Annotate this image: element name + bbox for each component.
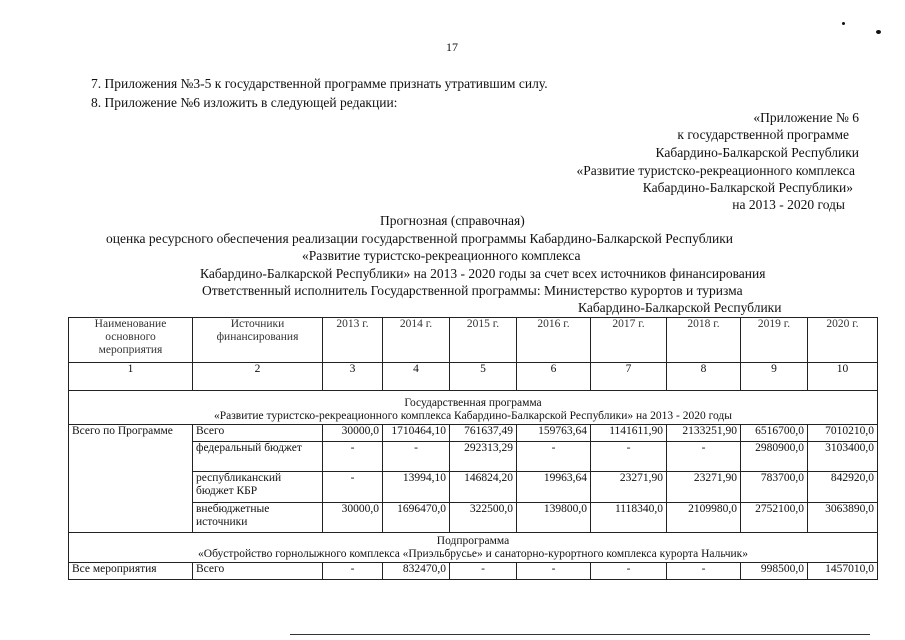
value-cell: 998500,0 [741, 563, 808, 580]
value-cell: 2752100,0 [741, 503, 808, 533]
column-number: 2 [193, 363, 323, 391]
value-cell: 159763,64 [517, 425, 591, 442]
value-cell: 7010210,0 [808, 425, 878, 442]
value-cell: 1710464,10 [383, 425, 450, 442]
annex-line: на 2013 - 2020 годы [732, 197, 845, 212]
value-cell: 13994,10 [383, 472, 450, 503]
title-line: Прогнозная (справочная) [380, 213, 525, 228]
header-row [69, 318, 878, 363]
value-cell: 6516700,0 [741, 425, 808, 442]
value-cell: 1457010,0 [808, 563, 878, 580]
header-cell: 2016 г. [517, 318, 591, 363]
value-cell: 1118340,0 [591, 503, 667, 533]
section-title [69, 533, 878, 563]
value-cell: 1696470,0 [383, 503, 450, 533]
value-cell: - [591, 442, 667, 472]
value-cell: 23271,90 [591, 472, 667, 503]
value-cell: 322500,0 [450, 503, 517, 533]
header-cell: 2019 г. [741, 318, 808, 363]
column-number: 3 [323, 363, 383, 391]
value-cell: - [517, 563, 591, 580]
annex-line: Кабардино-Балкарской Республики» [642, 180, 853, 195]
column-number: 5 [450, 363, 517, 391]
value-cell: 842920,0 [808, 472, 878, 503]
resource-table [68, 317, 878, 580]
annex-line: «Развитие туристско-рекреационного комплекса [576, 163, 855, 178]
section-title [69, 391, 878, 425]
value-cell: 832470,0 [383, 563, 450, 580]
section-header-row [69, 391, 878, 425]
value-cell: 30000,0 [323, 503, 383, 533]
value-cell: - [667, 442, 741, 472]
column-number: 6 [517, 363, 591, 391]
value-cell: 23271,90 [667, 472, 741, 503]
value-cell: 30000,0 [323, 425, 383, 442]
section-title-line1: Подпрограмма [436, 535, 510, 547]
value-cell: - [591, 563, 667, 580]
header-cell: 2014 г. [383, 318, 450, 363]
header-cell: Источники финансирования [193, 318, 323, 363]
value-cell: 761637,49 [450, 425, 517, 442]
activity-name: Всего по Программе [69, 425, 193, 533]
annex-line: Кабардино-Балкарской Республики [655, 145, 859, 160]
value-cell: 3063890,0 [808, 503, 878, 533]
scan-speck [842, 22, 845, 25]
value-cell: 2980900,0 [741, 442, 808, 472]
funding-source: Всего [193, 563, 323, 580]
value-cell: - [517, 442, 591, 472]
column-number: 4 [383, 363, 450, 391]
paragraph-7: 7. Приложения №3-5 к государственной программе признать утратившим силу. [91, 76, 548, 91]
scan-speck [876, 30, 881, 34]
annex-line: к государственной программе [677, 127, 849, 142]
header-cell: 2017 г. [591, 318, 667, 363]
activity-name: Все мероприятия [69, 563, 193, 580]
value-cell: - [450, 563, 517, 580]
header-cell: 2015 г. [450, 318, 517, 363]
value-cell: - [323, 563, 383, 580]
funding-source: федеральный бюджет [193, 442, 323, 472]
table-row [69, 425, 878, 442]
value-cell: - [667, 563, 741, 580]
scan-edge-line [290, 634, 870, 635]
header-cell: 2018 г. [667, 318, 741, 363]
column-number: 8 [667, 363, 741, 391]
header-cell: 2013 г. [323, 318, 383, 363]
column-number: 1 [69, 363, 193, 391]
title-line: оценка ресурсного обеспечения реализации государственной программы Кабардино-Балкарской Республики [106, 231, 733, 246]
value-cell: 2133251,90 [667, 425, 741, 442]
title-line: «Развитие туристско-рекреационного комплекса [302, 248, 581, 263]
funding-source: республиканский бюджет КБР [193, 472, 323, 503]
funding-source: внебюджетные источники [193, 503, 323, 533]
table-row [69, 563, 878, 580]
value-cell: - [323, 472, 383, 503]
column-number: 7 [591, 363, 667, 391]
title-line: Ответственный исполнитель Государственной программы: Министерство курортов и туризма [202, 283, 743, 298]
value-cell: 146824,20 [450, 472, 517, 503]
value-cell: 2109980,0 [667, 503, 741, 533]
column-number: 9 [741, 363, 808, 391]
section-title-line2: «Обустройство горнолыжного комплекса «Приэльбрусье» и санаторно-курортного комплекса курорта Нальчик» [198, 548, 748, 560]
header-cell: 2020 г. [808, 318, 878, 363]
value-cell: 1141611,90 [591, 425, 667, 442]
title-line: Кабардино-Балкарской Республики [578, 300, 782, 315]
section-header-row [69, 533, 878, 563]
column-number-row [69, 363, 878, 391]
value-cell: - [323, 442, 383, 472]
value-cell: 292313,29 [450, 442, 517, 472]
value-cell: 19963,64 [517, 472, 591, 503]
section-title-line2: «Развитие туристско-рекреационного комплекса Кабардино-Балкарской Республики» на 2013 - 2020 годы [213, 410, 733, 422]
value-cell: - [383, 442, 450, 472]
value-cell: 3103400,0 [808, 442, 878, 472]
section-title-line1: Государственная программа [404, 397, 542, 409]
title-line: Кабардино-Балкарской Республики» на 2013 - 2020 годы за счет всех источников финансирования [200, 266, 766, 281]
header-cell: Наименование основного мероприятия [69, 318, 193, 363]
page-number: 17 [446, 40, 458, 54]
paragraph-8: 8. Приложение №6 изложить в следующей редакции: [91, 95, 398, 110]
funding-source: Всего [193, 425, 323, 442]
annex-line: «Приложение № 6 [753, 110, 859, 125]
value-cell: 139800,0 [517, 503, 591, 533]
column-number: 10 [808, 363, 878, 391]
value-cell: 783700,0 [741, 472, 808, 503]
